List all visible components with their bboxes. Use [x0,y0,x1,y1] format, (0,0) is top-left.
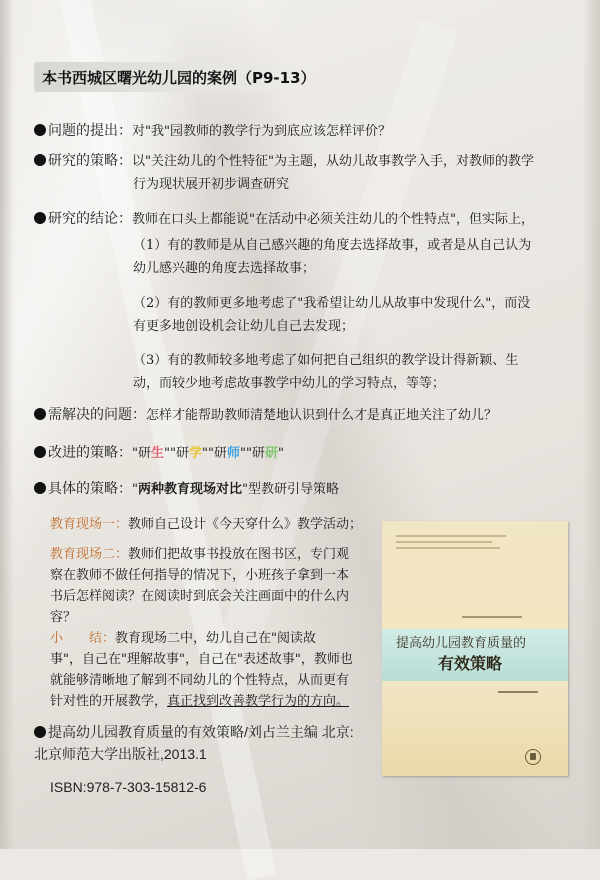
scene-1-label: 教育现场一： [50,517,129,532]
improve-keyword-research: 研 [264,446,278,461]
book-cover [382,521,568,776]
bullet-icon [34,446,46,458]
specific-quote: " [132,482,138,497]
question-row [34,120,391,143]
conclusion-item-2-cont: 有更多地创设机会让幼儿自己去发现； [133,319,355,334]
scene-2-label: 教育现场二： [50,547,129,562]
specific-rest: "型教研引导策略 [242,482,339,497]
improve-part: "研 [132,446,151,461]
specific-label: 具体的策略： [48,481,132,497]
question-label: 问题的提出： [48,123,132,139]
strategy-label: 研究的策略： [48,153,132,169]
summary-cont [50,691,349,712]
problem-label: 需解决的问题： [48,407,146,423]
summary-cont: 事"，自己在"理解故事"，自己在"表述故事"，教师也 [50,652,353,667]
improve-part: " [277,446,284,461]
scene-1 [50,514,362,535]
reference-text: 提高幼儿园教育质量的有效策略/刘占兰主编 北京: [48,724,354,740]
publisher-logo-icon [525,749,541,765]
scene-2-cont: 察在教师不做任何指导的情况下，小班孩子拿到一本 [50,568,350,583]
bullet-icon [34,408,46,420]
problem-text: 怎样才能帮助教师清楚地认识到什么才是真正地关注了幼儿？ [146,408,498,423]
summary-text: 教育现场二中，幼儿自己在"阅读故 [115,631,316,646]
improve-label: 改进的策略： [48,445,132,461]
cover-author-line [498,691,538,693]
improve-part: ""研 [164,446,189,461]
scene-2 [50,544,349,565]
conclusion-item-3-cont: 动，而较少地考虑故事教学中幼儿的学习特点，等等； [133,376,446,391]
conclusion-item-1: （1）有的教师是从自己感兴趣的角度去选择故事，或者是从自己认为 [133,238,532,253]
right-edge-shadow [582,0,600,849]
summary-underline: 真正找到改善教学行为的方向。 [167,694,350,709]
improve-keyword-student: 生 [150,446,164,461]
scene-2-text: 教师们把故事书投放在图书区，专门观 [128,547,350,562]
improve-part: ""研 [239,446,265,461]
summary-cont: 就能够清晰地了解到不同幼儿的个性特点，从而更有 [50,673,350,688]
strategy-text: 以"关注幼儿的个性特征"为主题，从幼儿故事教学入手，对教师的教学 [132,154,534,169]
question-text: 对"我"园教师的教学行为到底应该怎样评价？ [132,124,391,139]
bullet-icon [34,124,46,136]
conclusion-item-1-cont: 幼儿感兴趣的角度去选择故事； [133,261,316,276]
bullet-icon [34,726,46,738]
scene-2-cont: 书后怎样阅读？在阅读时到底会关注画面中的什么内 [50,589,350,604]
cover-title-line-1: 提高幼儿园教育质量的 [396,636,527,651]
page-title: 本书西城区曙光幼儿园的案例（P9-13） [42,69,316,87]
scene-2-cont: 容？ [50,610,77,625]
improve-keyword-learn: 学 [188,446,202,461]
improve-row [34,442,284,465]
conclusion-item-3: （3）有的教师较多地考虑了如何把自己组织的教学设计得新颖、生 [133,353,519,368]
strategy-text-cont: 行为现状展开初步调查研究 [133,177,290,192]
bullet-icon [34,482,46,494]
summary-plain: 针对性的开展教学， [50,694,168,709]
improve-part: ""研 [201,446,227,461]
cover-english-line [462,616,522,618]
reference-line-2: 北京师范大学出版社,2013.1 [34,746,207,762]
summary-label: 小 结： [50,631,116,646]
summary [50,628,316,649]
improve-keyword-teacher: 师 [226,446,240,461]
cover-fine-print [396,535,516,549]
problem-row [34,404,497,427]
bullet-icon [34,212,46,224]
specific-bold: 两种教育现场对比 [137,482,242,497]
cover-title-line-2: 有效策略 [438,654,503,673]
scene-1-text: 教师自己设计《今天穿什么》教学活动； [128,517,363,532]
conclusion-label: 研究的结论： [48,211,132,227]
bullet-icon [34,154,46,166]
conclusion-intro: 教师在口头上都能说"在活动中必须关注幼儿的个性特点"，但实际上， [132,212,534,227]
strategy-row [34,150,534,173]
conclusion-item-2: （2）有的教师更多地考虑了"我希望让幼儿从故事中发现什么"，而没 [133,296,531,311]
isbn: ISBN:978-7-303-15812-6 [50,779,207,795]
conclusion-row [34,208,534,231]
reference-line-1 [34,722,354,742]
left-edge-shadow [0,0,14,849]
cover-bottom [382,681,568,776]
specific-row [34,478,339,501]
